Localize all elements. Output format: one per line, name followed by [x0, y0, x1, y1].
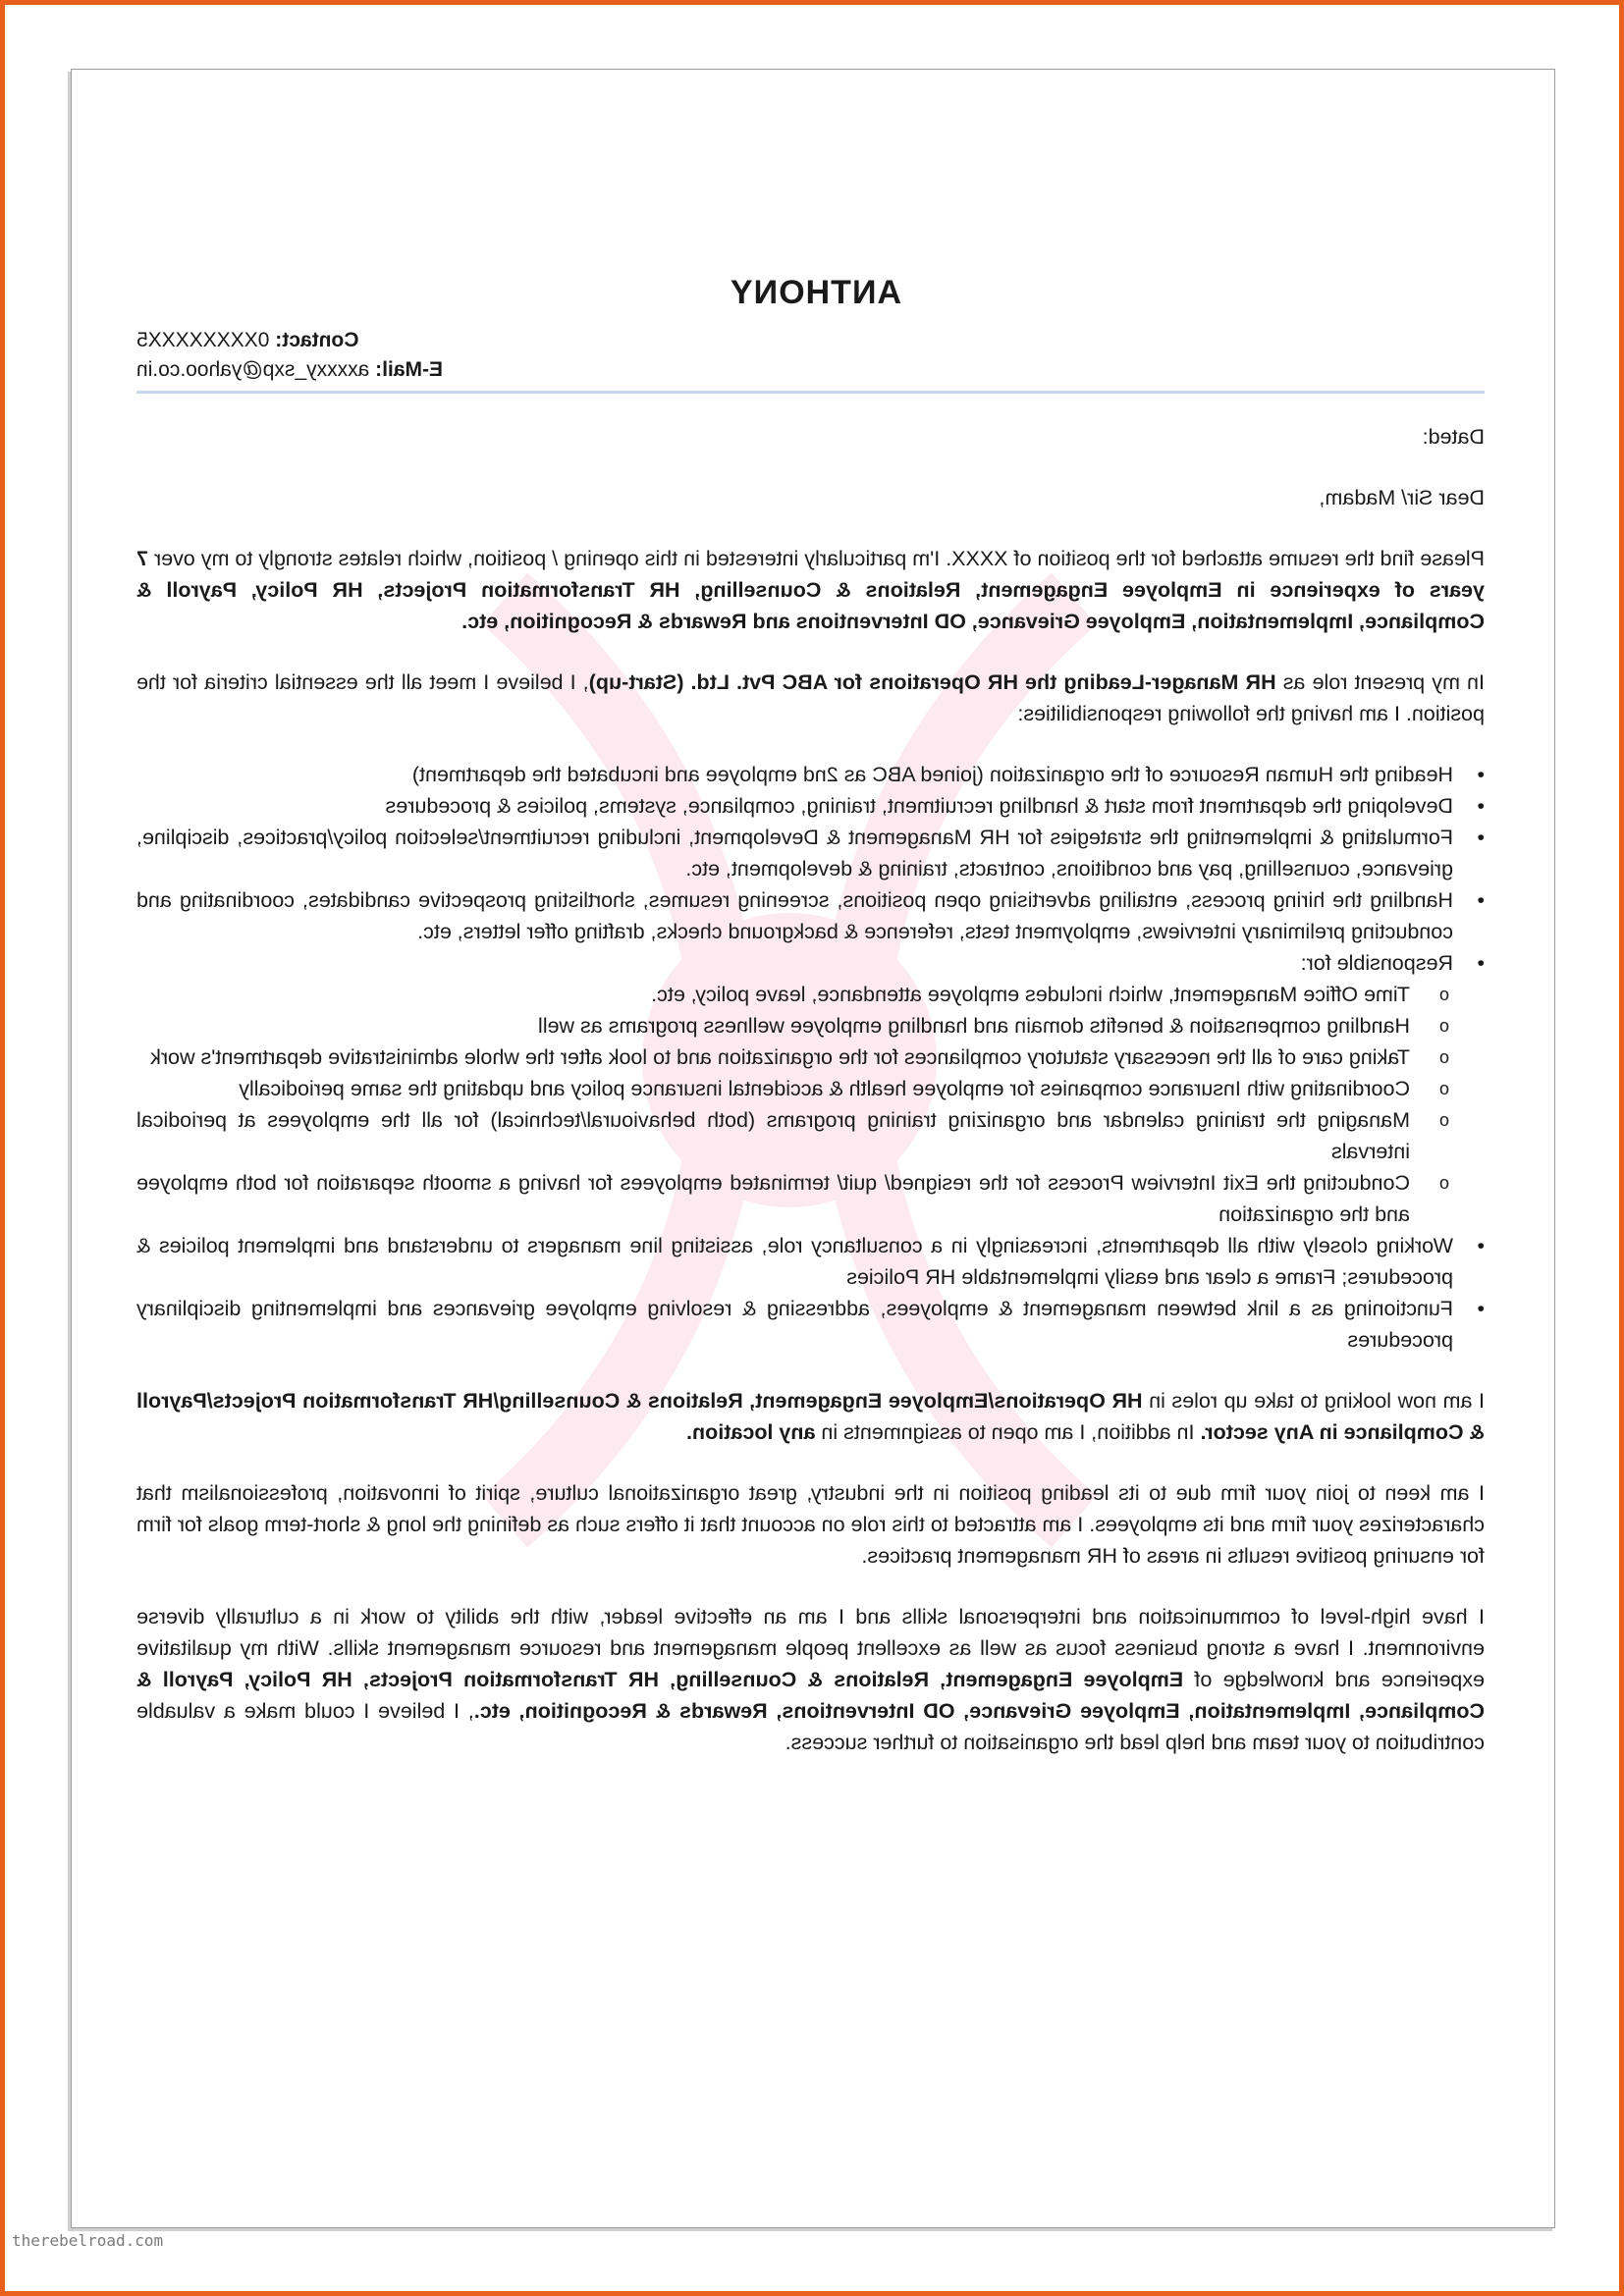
sub-list-item: o Coordinating with Insurance companies for employee health & accidental insurance policy and updating the same periodically	[136, 1073, 1410, 1104]
sub-list-item: o Managing the training calendar and organizing training programs (both behavioural/technical) for all the employees at periodical intervals	[136, 1104, 1410, 1167]
paragraph-present-role	[136, 667, 1485, 729]
letter-body	[136, 265, 1485, 1788]
email-label: E-Mail:	[375, 358, 443, 381]
role-text-b: , I believe I meet all the essential criteria for the position. I am having the following responsibilities:	[136, 670, 1485, 725]
list-item-text: Formulating & implementing the strategies for HR Management & Development, including recruitment/selection policy/practices, discipline, grievance, counselling, pay and conditions, contracts, training & development, etc.	[136, 826, 1453, 881]
letter-header	[136, 265, 1485, 385]
role-highlight: HR Manager-Leading the HR Operations for ABC Pvt. Ltd. (Start-up)	[588, 670, 1276, 694]
applicant-name: ANTHONY	[729, 274, 901, 311]
list-item	[136, 884, 1453, 947]
list-item-text: Handling the hiring process, entailing advertising open positions, screening resumes, shortlisting prospective candidates, coordinating and conducting preliminary interviews, employment tests, reference & background checks, drafting offer letters, etc.	[136, 888, 1453, 943]
skills-text-a: I have high-level of communication and interpersonal skills and I am an effective leader, with the ability to work in a culturally diverse environment. I have a strong business focus as well as excellent people management and resource management skills. With my qualitative experience and knowledge of	[136, 1605, 1485, 1691]
email-value: axxxxy_sxp@yahoo.co.in	[136, 358, 370, 381]
list-item	[136, 790, 1453, 822]
sub-list-item: o Conducting the Exit Interview Process for the resigned/ quit/ terminated employees for having a smooth separation for both employee and the organization	[136, 1167, 1410, 1230]
contact-label: Contact:	[275, 329, 359, 351]
list-item-text: Developing the department from start & handling recruitment, training, compliance, systems, policies & procedures	[385, 794, 1453, 818]
email-line	[136, 355, 1485, 385]
paragraph-keen: I am keen to join your firm due to its leading position in the industry, great organizational culture, spirit of innovation, professionalism that characterizes your firm and its employees. I am attracted to this role on account that it offers such as defining the long & short-term goals for firm for ensuring positive results in areas of HR management practices.	[136, 1481, 1485, 1568]
paragraph-intro	[136, 543, 1485, 637]
list-item: • Functioning as a link between management & employees, addressing & resolving employee grievances and implementing disciplinary procedures	[136, 1293, 1453, 1356]
list-item	[136, 822, 1453, 884]
responsibilities-list	[136, 759, 1485, 1356]
paragraph-looking	[136, 1385, 1485, 1448]
looking-text-a: I am now looking to take up roles in	[1142, 1389, 1485, 1413]
paragraph-skills	[136, 1601, 1485, 1758]
contact-line	[136, 326, 1485, 355]
list-item-text: Responsible for:	[1300, 951, 1453, 975]
header-divider	[136, 391, 1485, 394]
contact-value: 0XXXXXXXX5	[136, 329, 270, 351]
sub-list-item: o Handling compensation & benefits domain and handling employee wellness programs as well	[136, 1010, 1410, 1041]
list-item	[136, 759, 1453, 790]
sub-list	[136, 979, 1453, 1230]
site-watermark: therebelroad.com	[12, 2231, 164, 2250]
intro-text: Please find the resume attached for the position of XXXX. I'm particularly interested in this opening / position, which relates strongly to my over	[147, 547, 1485, 570]
skills-text-b: , I believe I could make a valuable contribution to your team and help lead the organisation to further success.	[136, 1699, 1485, 1754]
role-text-a: In my present role as	[1275, 670, 1485, 694]
salutation: Dear Sir/ Madam,	[1319, 486, 1485, 509]
list-item	[136, 947, 1453, 1230]
intro-highlight: 7 years of experience in Employee Engagement, Relations & Counselling, HR Transformation Projects, HR Policy, Payroll & Compliance, Implementation, Employee Grievance, OD Interventions and Rewards & Recognition, etc.	[136, 547, 1485, 633]
looking-highlight: HR Operations/Employee Engagement, Relations & Counselling/HR Transformation Projects/Payroll & Compliance in Any sector.	[136, 1389, 1485, 1444]
looking-location: any location.	[686, 1420, 816, 1444]
looking-text-b: In addition, I am open to assignments in	[815, 1420, 1201, 1444]
sub-list-item: o Time Office Management, which includes employee attendance, leave policy, etc.	[136, 979, 1410, 1010]
list-item: • Working closely with all departments, increasingly in a consultancy role, assisting line managers to understand and implement policies & procedures; Frame a clear and easily implementable HR Policies	[136, 1230, 1453, 1293]
dated-line: Dated:	[1422, 425, 1485, 449]
sub-list-item: o Taking care of all the necessary statutory compliances for the organization and to look after the whole administrative department's work	[136, 1041, 1410, 1073]
skills-highlight: Employee Engagement, Relations & Counselling, HR Transformation Projects, HR Policy, Payroll & Compliance, Implementation, Employee Grievance, OD Interventions, Rewards & Recognition, etc.	[136, 1668, 1485, 1723]
list-item-text: Heading the Human Resource of the organization (joined ABC as 2nd employee and incubated the department)	[411, 763, 1453, 786]
